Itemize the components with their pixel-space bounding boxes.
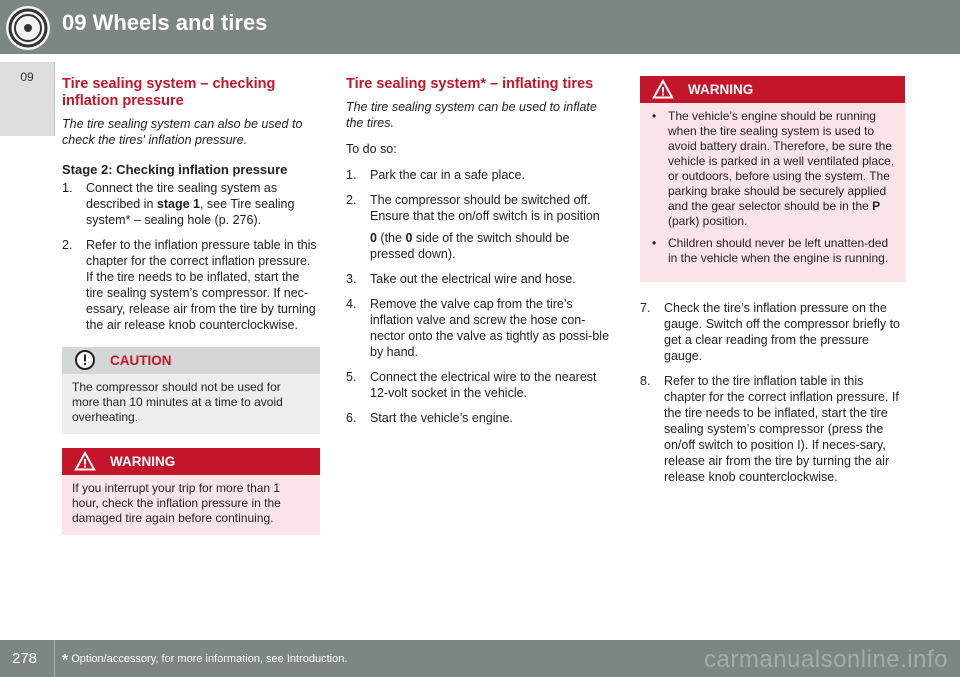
- warning-body: [640, 103, 905, 282]
- list-item: [650, 109, 895, 229]
- caution-bar: [62, 347, 320, 374]
- steps-list: [62, 180, 320, 333]
- column-warning-continued: [640, 76, 905, 494]
- footer-divider: [54, 640, 55, 677]
- step-number: 3.: [346, 272, 357, 286]
- page-footer: [0, 640, 960, 677]
- bullet: •: [652, 236, 657, 250]
- step-number: 6.: [346, 411, 357, 425]
- step-number: 2.: [346, 193, 357, 207]
- footnote-text: Option/accessory, for more information, see Introduction.: [71, 653, 348, 665]
- chapter-tab: [0, 62, 55, 136]
- list-item: [346, 192, 614, 262]
- section-heading: Tire sealing system* – inflating tires: [346, 76, 594, 92]
- step-text: Park the car in a safe place.: [370, 168, 525, 182]
- step-number: 1.: [62, 181, 73, 195]
- warning-bar: [62, 448, 320, 475]
- step-number: 2.: [62, 238, 73, 252]
- step-text: The compressor should be switched off. Ensure that the on/off switch is in position: [370, 193, 600, 223]
- stage-heading: Stage 2: Checking inflation pressure: [62, 162, 288, 177]
- bullet-text: The vehicle’s engine should be running when the tire sealing system is used to avoid battery drain. Therefore, be sure the vehicle is parked in a well ventilated place, or outdoors, before using the system. The parking brake should be securely applied and the gear selector should be in the: [668, 109, 895, 213]
- list-item: [640, 300, 905, 364]
- chapter-tab-label: 09: [20, 70, 34, 84]
- step-text: Connect the tire sealing system as described in: [86, 181, 278, 211]
- step-bold: stage 1: [156, 197, 200, 211]
- step-number: 7.: [640, 301, 651, 315]
- asterisk: *: [62, 652, 69, 669]
- chapter-title: 09 Wheels and tires: [62, 10, 268, 35]
- step-text: Connect the electrical wire to the nearest 12-volt socket in the vehicle.: [370, 370, 597, 400]
- list-item: [640, 373, 905, 485]
- step-text: (the: [376, 231, 406, 245]
- step-subtext: [370, 230, 614, 262]
- caution-text: The compressor should not be used for more than 10 minutes at a time to avoid overheating.: [62, 374, 320, 434]
- column-checking-pressure: [62, 76, 320, 535]
- caution-title: CAUTION: [110, 353, 172, 368]
- step-text-link[interactable]: , see Tire sealing system* – sealing hole (p. 276).: [86, 197, 295, 227]
- section-heading: Tire sealing system – checking inflation pressure: [62, 76, 276, 109]
- list-item: [346, 167, 614, 183]
- warning-triangle-icon: [74, 451, 96, 471]
- list-item: [346, 369, 614, 401]
- warning-text: If you interrupt your trip for more than 1 hour, check the inflation pressure in the damaged tire again before continuing.: [62, 475, 320, 535]
- lead-text: To do so:: [346, 142, 397, 156]
- caution-box: [62, 347, 320, 434]
- footnote: [62, 652, 347, 670]
- step-number: 5.: [346, 370, 357, 384]
- warning-bar: [640, 76, 905, 103]
- list-item: [62, 180, 320, 228]
- section-intro: The tire sealing system can also be used to check the tires' inflation pressure.: [62, 117, 303, 147]
- list-item: [346, 271, 614, 287]
- warning-box: [640, 76, 905, 282]
- step-number: 4.: [346, 297, 357, 311]
- warning-triangle-icon: [652, 79, 674, 99]
- step-text: side of the switch should be pressed down).: [370, 231, 570, 261]
- step-number: 1.: [346, 168, 357, 182]
- section-intro: The tire sealing system can be used to inflate the tires.: [346, 100, 597, 130]
- bullet-text: (park) position.: [668, 214, 748, 228]
- step-text: Check the tire’s inflation pressure on the gauge. Switch off the compressor briefly to get a clear reading from the pressure gauge.: [664, 301, 900, 363]
- watermark: carmanualsonline.info: [704, 646, 948, 673]
- warning-box: [62, 448, 320, 535]
- page-number: 278: [12, 650, 38, 667]
- steps-list: [346, 167, 614, 426]
- bullet: •: [652, 109, 657, 123]
- gear-position: P: [872, 199, 881, 213]
- list-item: [346, 296, 614, 360]
- warning-title: WARNING: [688, 82, 754, 97]
- list-item: [62, 237, 320, 333]
- bullet-text: Children should never be left unatten-ded in the vehicle when the engine is running.: [668, 236, 889, 265]
- step-text: Remove the valve cap from the tire’s inflation valve and screw the hose con-nector onto the valve as tightly as possi-ble by hand.: [370, 297, 610, 359]
- step-text: Start the vehicle’s engine.: [370, 411, 513, 425]
- step-text: Refer to the tire inflation table in this chapter for the correct inflation pressure. If the tire needs to be inflated, start the tire sealing system’s compressor (press the on/off switch to position I). If neces-sary, release air from the tire by turning the air release knob counterclockwise.: [664, 374, 899, 484]
- column-inflating-tires: [346, 76, 614, 435]
- exclamation-icon: [74, 350, 96, 370]
- switch-position: 0: [405, 231, 413, 245]
- wheel-icon: [6, 6, 50, 50]
- warning-title: WARNING: [110, 454, 176, 469]
- warning-bullets: [650, 109, 895, 266]
- step-text: Refer to the inflation pressure table in this chapter for the correct inflation pressure. If the tire needs to be inflated, start the tire sealing system’s compressor. If nec-essary, release air from the tire by turning the air release knob counterclockwise.: [86, 238, 317, 332]
- steps-list: [640, 300, 905, 485]
- step-text: Take out the electrical wire and hose.: [370, 272, 576, 286]
- step-number: 8.: [640, 374, 651, 388]
- list-item: [650, 236, 895, 266]
- chapter-header: [0, 0, 960, 54]
- list-item: [346, 410, 614, 426]
- switch-position: 0: [370, 231, 377, 245]
